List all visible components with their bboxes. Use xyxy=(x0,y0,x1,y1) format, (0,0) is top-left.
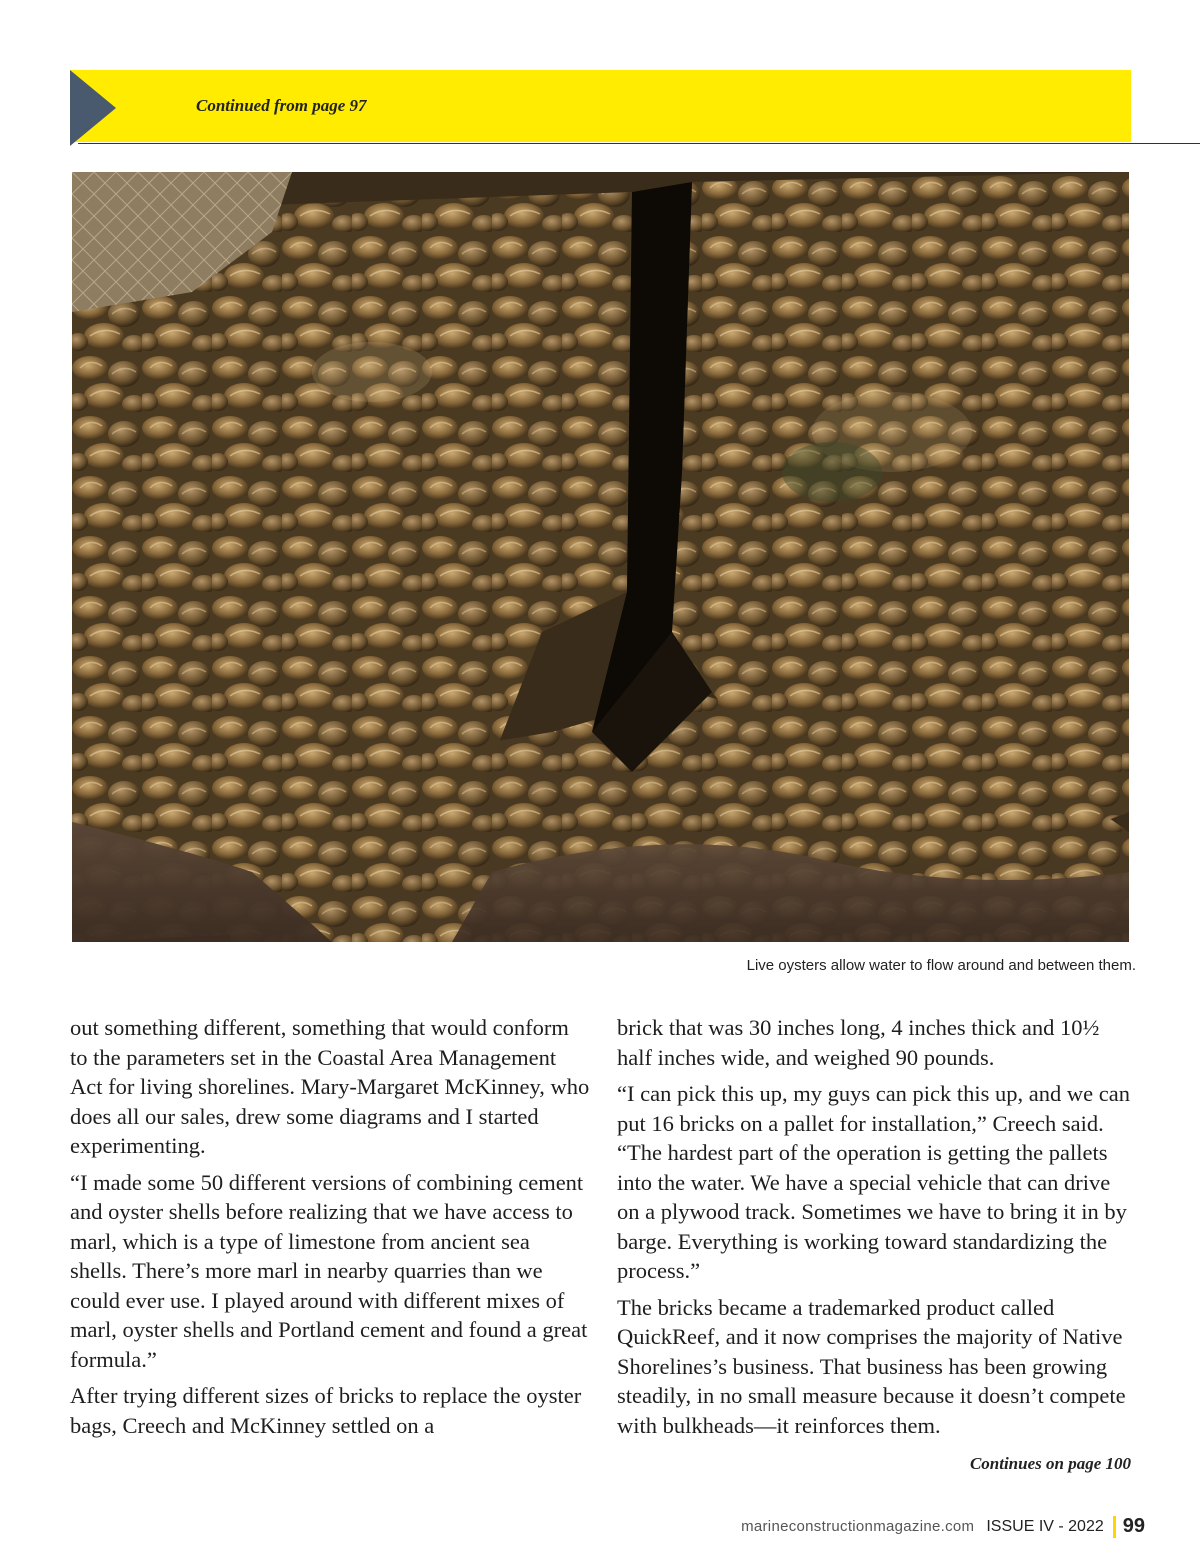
banner-arrow-icon xyxy=(70,70,116,146)
photo-caption: Live oysters allow water to flow around and between them. xyxy=(746,957,1136,974)
article-left-column xyxy=(70,1013,590,1447)
paragraph: The bricks became a trademarked product called QuickReef, and it now comprises the majority of Native Shorelines’s business. That business has been growing steadily, in no small measure because it doesn’t compete with bulkheads—it reinforces them. xyxy=(617,1294,1126,1438)
paragraph: brick that was 30 inches long, 4 inches thick and 10½ half inches wide, and weighed 90 pounds. xyxy=(617,1015,1100,1070)
continued-from-label: Continued from page 97 xyxy=(196,96,367,115)
paragraph: “I made some 50 different versions of combining cement and oyster shells before realizing that we have access to marl, which is a type of limestone from ancient sea shells. There’s more marl in nearby quarries than we could ever use. I played around with different mixes of marl, oyster shells and Portland cement and found a great formula.” xyxy=(70,1169,588,1372)
footer-site: marineconstructionmagazine.com xyxy=(741,1518,975,1535)
paragraph: “I can pick this up, my guys can pick this up, and we can put 16 bricks on a pallet for installation,” Creech said. “The hardest part of the operation is getting the pallets into the water. We have a special vehicle that can drive on a plywood track. Sometimes we have to bring it in by barge. Everything is working toward standardizing the process.” xyxy=(617,1081,1130,1283)
oyster-reef-photo xyxy=(72,172,1129,942)
header-rule xyxy=(78,143,1200,144)
footer-divider xyxy=(1113,1516,1116,1538)
paragraph: After trying different sizes of bricks to replace the oyster bags, Creech and McKinney settled on a xyxy=(70,1383,582,1438)
page-footer xyxy=(741,1515,1145,1538)
footer-issue: ISSUE IV - 2022 xyxy=(986,1517,1104,1535)
paragraph: out something different, something that would conform to the parameters set in the Coastal Area Management Act for living shorelines. Mary-Margaret McKinney, who does all our sales, drew some diagrams and I started experimenting. xyxy=(70,1015,590,1158)
article-right-column xyxy=(617,1013,1137,1447)
continues-on-label: Continues on page 100 xyxy=(969,1454,1131,1473)
page-number: 99 xyxy=(1122,1515,1145,1537)
